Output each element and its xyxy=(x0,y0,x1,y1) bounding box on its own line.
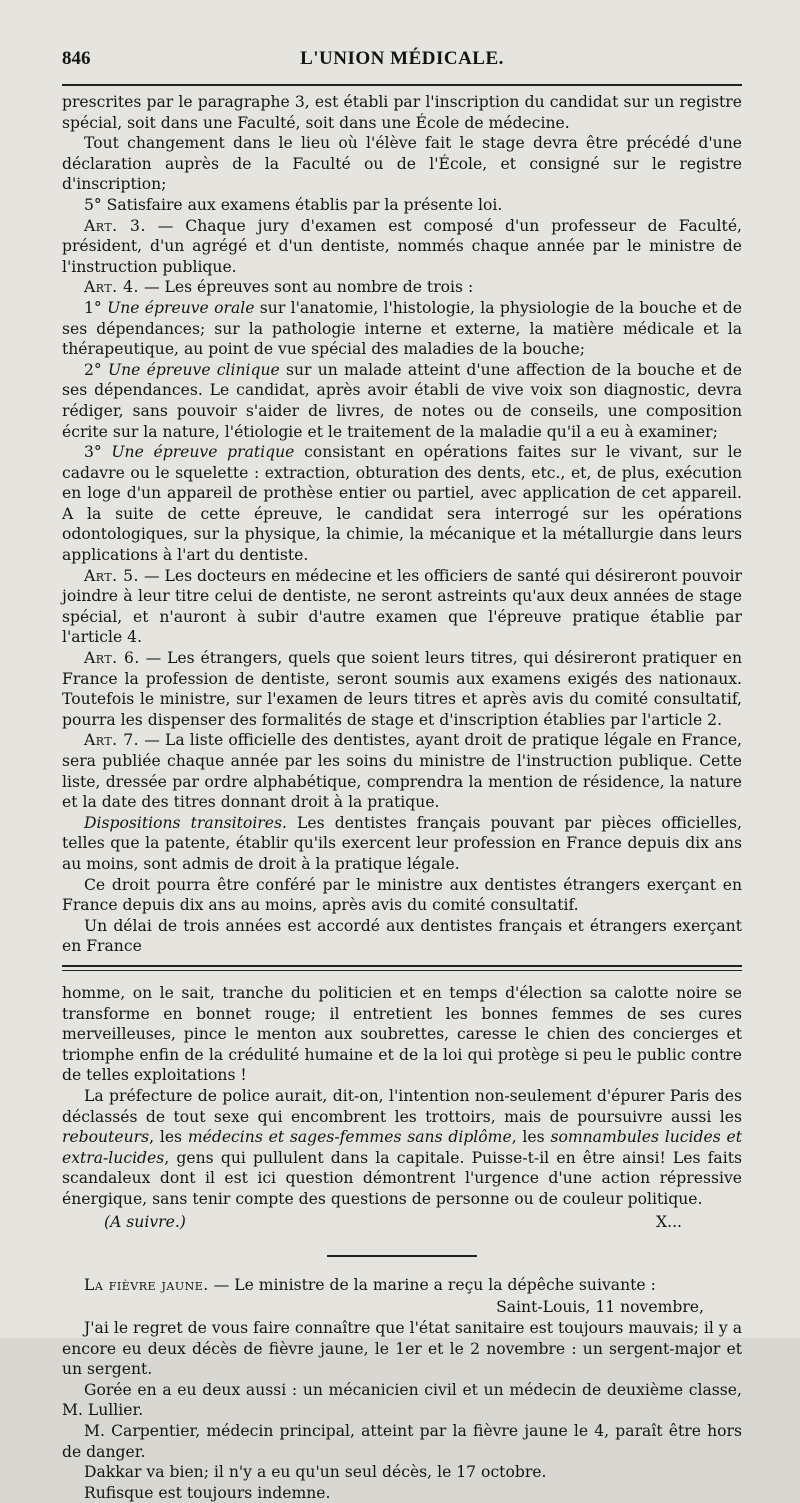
article-label: Art. 7. xyxy=(84,731,140,750)
law-text-section xyxy=(62,92,742,957)
section-divider xyxy=(62,965,742,971)
article-text: — Les étrangers, quels que soient leurs titres, qui désireront pratiquer en France la profession de dentiste, seront soumis aux examens exigés des nationaux. Toutefois le ministre, sur l'examen de leurs titres et après avis du comité consultatif, pourra les dispenser des formalités de stage et d'inscription établies par l'article 2. xyxy=(62,649,742,729)
article-5 xyxy=(62,566,742,648)
exam-title: Une épreuve pratique xyxy=(111,443,295,462)
article-text: — Les docteurs en médecine et les officiers de santé qui désireront pouvoir joindre à leur titre celui de dentiste, ne seront astreints qu'aux deux années de stage spécial, et n'auront à subir d'autre examen que l'épreuve pratique établie par l'article 4. xyxy=(62,566,742,647)
item-number: 3° xyxy=(84,443,112,462)
text-run: , les xyxy=(511,1128,551,1147)
italic-run: médecins et sages-femmes sans diplôme xyxy=(187,1128,512,1147)
exam-text: sur un malade atteint d'une affection de la bouche et de ses dépendances. Le candidat, après avoir établi de vive voix son diagnostic, devra rédiger, sans pouvoir s'aider de livres, de notes ou de conseils, une composition écrite sur la nature, l'étiologie et le traitement de la maladie qu'il a eu à examiner; xyxy=(62,360,742,441)
to-be-continued: (A suivre.) xyxy=(104,1213,186,1232)
running-head xyxy=(62,40,742,70)
article-3 xyxy=(62,216,742,278)
exam-title: Une épreuve orale xyxy=(107,298,255,317)
item-number: 1° xyxy=(84,298,108,317)
transitional-provisions xyxy=(62,813,742,875)
news-heading xyxy=(62,1275,742,1296)
paragraph: Tout changement dans le lieu où l'élève fait le stage devra être précédé d'une déclaration auprès de la Faculté ou de l'École, et consigné sur le registre d'inscription; xyxy=(62,134,742,194)
header-rule xyxy=(62,84,742,86)
article-text: — Chaque jury d'examen est composé d'un professeur de Faculté, président, d'un agrégé et d'un dentiste, nommés chaque année par le ministre de l'instruction publique. xyxy=(62,216,742,276)
italic-run: rebouteurs xyxy=(62,1128,150,1147)
exam-text: sur l'anatomie, l'histologie, la physiologie de la bouche et de ses dépendances; sur la pathologie interne et externe, la matière médicale et la thérapeutique, au point de vue spécial des maladies de la bouche; xyxy=(62,298,742,359)
journal-title: L'UNION MÉDICALE. xyxy=(300,48,504,69)
exam-text: consistant en opérations faites sur le vivant, sur le cadavre ou le squelette : extraction, obturation des dents, etc., et, de plus, exécution en loge d'un appareil de prothèse entier ou partiel, avec application de cet appareil. A la suite de cette épreuve, le candidat sera interrogé sur les opérations odontologiques, sur la physique, la chimie, la mécanique et la métallurgie dans leurs applications à l'art du dentiste. xyxy=(62,443,742,565)
article-label: Art. 5. xyxy=(84,566,139,585)
paragraph: Un délai de trois années est accordé aux dentistes français et étrangers exerçant en France xyxy=(62,916,742,956)
article-4 xyxy=(62,277,742,298)
paragraph: Gorée en a eu deux aussi : un mécanicien civil et un médecin de deuxième classe, M. Lullier. xyxy=(62,1380,742,1420)
short-divider xyxy=(327,1255,477,1257)
paragraph: M. Carpentier, médecin principal, atteint par la fièvre jaune le 4, paraît être hors de danger. xyxy=(62,1422,742,1461)
news-intro: — Le ministre de la marine a reçu la dépêche suivante : xyxy=(208,1276,656,1295)
paragraph: Rufisque est toujours indemne. xyxy=(84,1483,331,1502)
article-7 xyxy=(62,730,742,812)
exam-practical xyxy=(62,442,742,566)
page-number: 846 xyxy=(62,48,91,69)
text-run: , gens qui pullulent dans la capitale. Puisse-t-il en être ainsi! Les faits scandaleux dont il est ici question démontrent l'urgence d'une action répressive énergique, sans tenir compte des questions de personne ou de couleur politique. xyxy=(62,1148,742,1208)
signature-line xyxy=(62,1211,742,1233)
paragraph: J'ai le regret de vous faire connaître que l'état sanitaire est toujours mauvais; il y a encore eu deux décès de fièvre jaune, le 1er et le 2 novembre : un sergent-major et un sergent. xyxy=(62,1319,742,1379)
author-signature: X... xyxy=(656,1213,682,1232)
paragraph: 5° Satisfaire aux examens établis par la présente loi. xyxy=(84,195,503,214)
feuilleton-section xyxy=(62,983,742,1234)
italic-run: somnambules lucides et extra-lucides xyxy=(62,1128,742,1167)
exam-title: Une épreuve clinique xyxy=(107,360,280,379)
exam-clinical xyxy=(62,360,742,442)
paragraph: homme, on le sait, tranche du politicien et en temps d'élection sa calotte noire se transforme en bonnet rouge; il entretient les bonnes femmes de ses cures merveilleuses, pince le menton aux soubrettes, caresse le chien des concierges et triomphe enfin de la crédulité humaine et de la loi qui protège si peu le public contre de telles exploitations ! xyxy=(62,983,742,1085)
section-text: Les dentistes français pouvant par pièces officielles, telles que la patente, établir qu'ils exercent leur profession en France depuis dix ans au moins, sont admis de droit à la pratique légale. xyxy=(62,813,742,873)
article-label: Art. 4. xyxy=(84,278,139,297)
section-title: Dispositions transitoires. xyxy=(84,813,287,832)
paragraph: prescrites par le paragraphe 3, est établi par l'inscription du candidat sur un registre spécial, soit dans une Faculté, soit dans une École de médecine. xyxy=(62,93,742,132)
exam-oral xyxy=(62,298,742,360)
text-run: , les xyxy=(149,1128,188,1147)
item-number: 2° xyxy=(84,360,108,379)
paragraph xyxy=(62,1086,742,1210)
news-title: La fièvre jaune. xyxy=(84,1276,209,1295)
article-text: — La liste officielle des dentistes, ayant droit de pratique légale en France, sera publiée chaque année par les soins du ministre de l'instruction publique. Cette liste, dressée par ordre alphabétique, comprendra la mention de résidence, la nature et la date des titres donnant droit à la pratique. xyxy=(62,731,742,812)
paragraph: Dakkar va bien; il n'y a eu qu'un seul décès, le 17 octobre. xyxy=(84,1463,547,1482)
article-6 xyxy=(62,648,742,730)
paragraph: Ce droit pourra être conféré par le ministre aux dentistes étrangers exerçant en France depuis dix ans au moins, après avis du comité consultatif. xyxy=(62,875,742,915)
dateline: Saint-Louis, 11 novembre, xyxy=(496,1298,704,1317)
yellow-fever-section xyxy=(62,1275,742,1503)
article-text: — Les épreuves sont au nombre de trois : xyxy=(138,278,474,297)
article-label: Art. 3. xyxy=(84,216,146,235)
text-run: La préfecture de police aurait, dit-on, l'intention non-seulement d'épurer Paris des déclassés de tout sexe qui encombrent les trottoirs, mais de poursuivre aussi les xyxy=(62,1086,742,1126)
article-label: Art. 6. xyxy=(84,649,140,668)
